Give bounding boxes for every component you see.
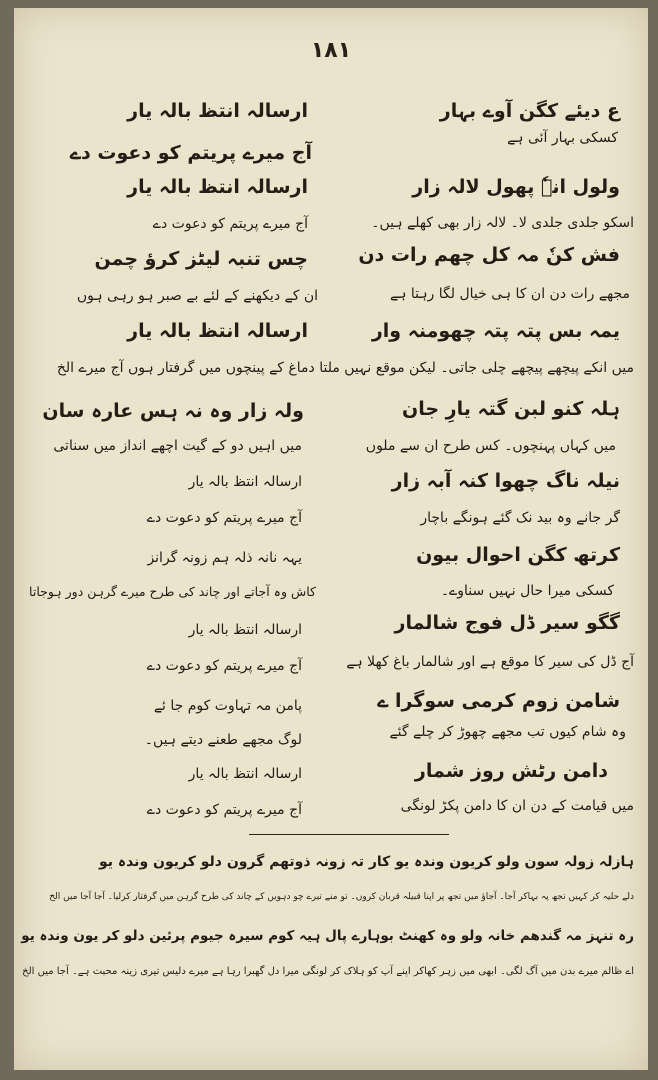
right-col-line-15: آج ڈل کی سیر کا موقع ہے اور شالمار باغ کھلا ہے xyxy=(346,654,634,670)
document-page xyxy=(14,8,648,1070)
bottom-line-4: اے ظالم میرے بدن میں آگ لگی۔ ابھی میں زہر کھاکر اپنے آپ کو ہلاک کر لونگی میرا دل گھبرا رہا ہے میرے دلیس تیری زینہ محبت ہے۔ آجا میں الخ xyxy=(22,966,634,977)
right-col-line-12: کرتھ کگن احوال بیون xyxy=(416,544,620,566)
right-col-line-4: اسکو جلدی جلدی لا۔ لالہ زار بھی کھلے ہیں۔ xyxy=(371,215,634,231)
right-col-line-16: شامن زوم کرمی سوگرا ے xyxy=(377,690,620,712)
left-col-line-4: آج میرے پریتم کو دعوت دے xyxy=(152,216,308,232)
section-divider xyxy=(249,834,449,835)
left-col-line-16: پامن مہ تہاوت کوم جا ئے xyxy=(153,698,302,714)
left-col-line-2: آج میرے پریتم کو دعوت دے xyxy=(69,142,312,164)
left-col-line-7: ارسالہ انتظ بالہ یار xyxy=(127,320,308,342)
right-col-line-11: گر جانے وہ بید نک گئے ہونگے باچار xyxy=(420,510,620,526)
right-col-line-2: کسکی بہار آئی ہے xyxy=(507,130,618,146)
right-col-line-9: میں کہاں پہنچوں۔ کس طرح ان سے ملوں xyxy=(365,438,616,454)
right-col-line-17: وہ شام کیوں تب مجھے چھوڑ کر چلے گئے xyxy=(389,724,626,740)
left-col-line-3: ارسالہ انتظ بالہ یار xyxy=(127,176,308,198)
left-col-line-8: ولہ زار وہ نہ ہس عارہ سان xyxy=(42,400,304,422)
left-col-line-15: آج میرے پریتم کو دعوت دے xyxy=(146,658,302,674)
bottom-line-1: ہازلہ زولہ سون ولو کریون وندہ یو کار تہ زونہ ذوتھم گرون دلو کریون وندہ یو xyxy=(98,854,634,870)
left-col-line-5: چس تنبہ لیٹز کرؤ چمن xyxy=(94,248,308,270)
left-col-line-14: ارسالہ انتظ بالہ یار xyxy=(188,622,302,638)
right-col-line-18: دامن رٹش روز شمار xyxy=(414,760,608,782)
right-col-line-6: مجھے رات دن ان کا ہی خیال لگا رہتا ہے xyxy=(389,286,630,302)
left-col-line-18: ارسالہ انتظ بالہ یار xyxy=(188,766,302,782)
page-number: ۱۸۱ xyxy=(310,38,352,63)
left-col-line-9: میں اہیں دو کے گیت اچھے انداز میں سناتی xyxy=(53,438,302,454)
left-col-line-19: آج میرے پریتم کو دعوت دے xyxy=(146,802,302,818)
left-col-line-17: لوگ مجھے طعنے دیتے ہیں۔ xyxy=(144,732,302,748)
right-col-line-1: ع دیئے کگن آوے بہار xyxy=(439,100,620,122)
left-col-line-11: آج میرے پریتم کو دعوت دے xyxy=(146,510,302,526)
full-width-gloss-line: میں انکے پیچھے پیچھے چلی جاتی۔ لیکن موقع نہیں ملتا دماغ کے پینچوں میں گرفتار ہوں آج میرے الخ xyxy=(56,360,634,376)
left-col-line-12: یہہ نانہ ذلہ ہم زونہ گرانز xyxy=(147,550,302,566)
right-col-line-7: یمہ بس پتہ پتہ چھومنہ وار xyxy=(371,320,620,342)
right-col-line-13: کسکی میرا حال نہیں سناوے۔ xyxy=(440,583,614,599)
left-col-line-10: ارسالہ انتظ بالہ یار xyxy=(188,474,302,490)
right-col-line-10: نیلہ ناگ چھوا کنہ آبہ زار xyxy=(391,470,620,492)
left-col-line-1: ارسالہ انتظ بالہ یار xyxy=(127,100,308,122)
bottom-line-2: دلے حلیہ کر کہیں تجھ پہ بہاکر آجا۔ آجاؤ میں تجھ پر اپنا قبیلہ قربان کروں۔ تو منے تیرے چو دہویں کے چاند کی طرح گرہن میں گرفتار کرلیا۔ آجا آجا میں الخ xyxy=(49,892,634,902)
right-col-line-3: ولول انہٗ پھول لالہ زار xyxy=(412,176,620,198)
right-col-line-14: گگو سیر ڈل فوج شالمار xyxy=(394,612,620,634)
left-col-line-6: ان کے دیکھنے کے لئے بے صبر ہو رہی ہوں xyxy=(76,288,318,304)
right-col-line-8: ہلہ کنو لبن گتہ یارِ جان xyxy=(402,398,620,420)
left-col-line-13: کاش وہ آجاتے اور چاند کی طرح میرے گرہن دور ہوجاتا xyxy=(29,584,316,599)
right-col-line-19: میں قیامت کے دن ان کا دامن پکڑ لونگی xyxy=(400,798,634,814)
right-col-line-5: فش کنٗ مہ کل چھم رات دن xyxy=(358,244,620,266)
bottom-line-3: رہ تنہز مہ گندھم خانہ ولو وہ کھنٹ بوہارے پال ہیہ کوم سیرہ جیوم پرئین دلو کر یون وندہ یو xyxy=(21,928,634,944)
